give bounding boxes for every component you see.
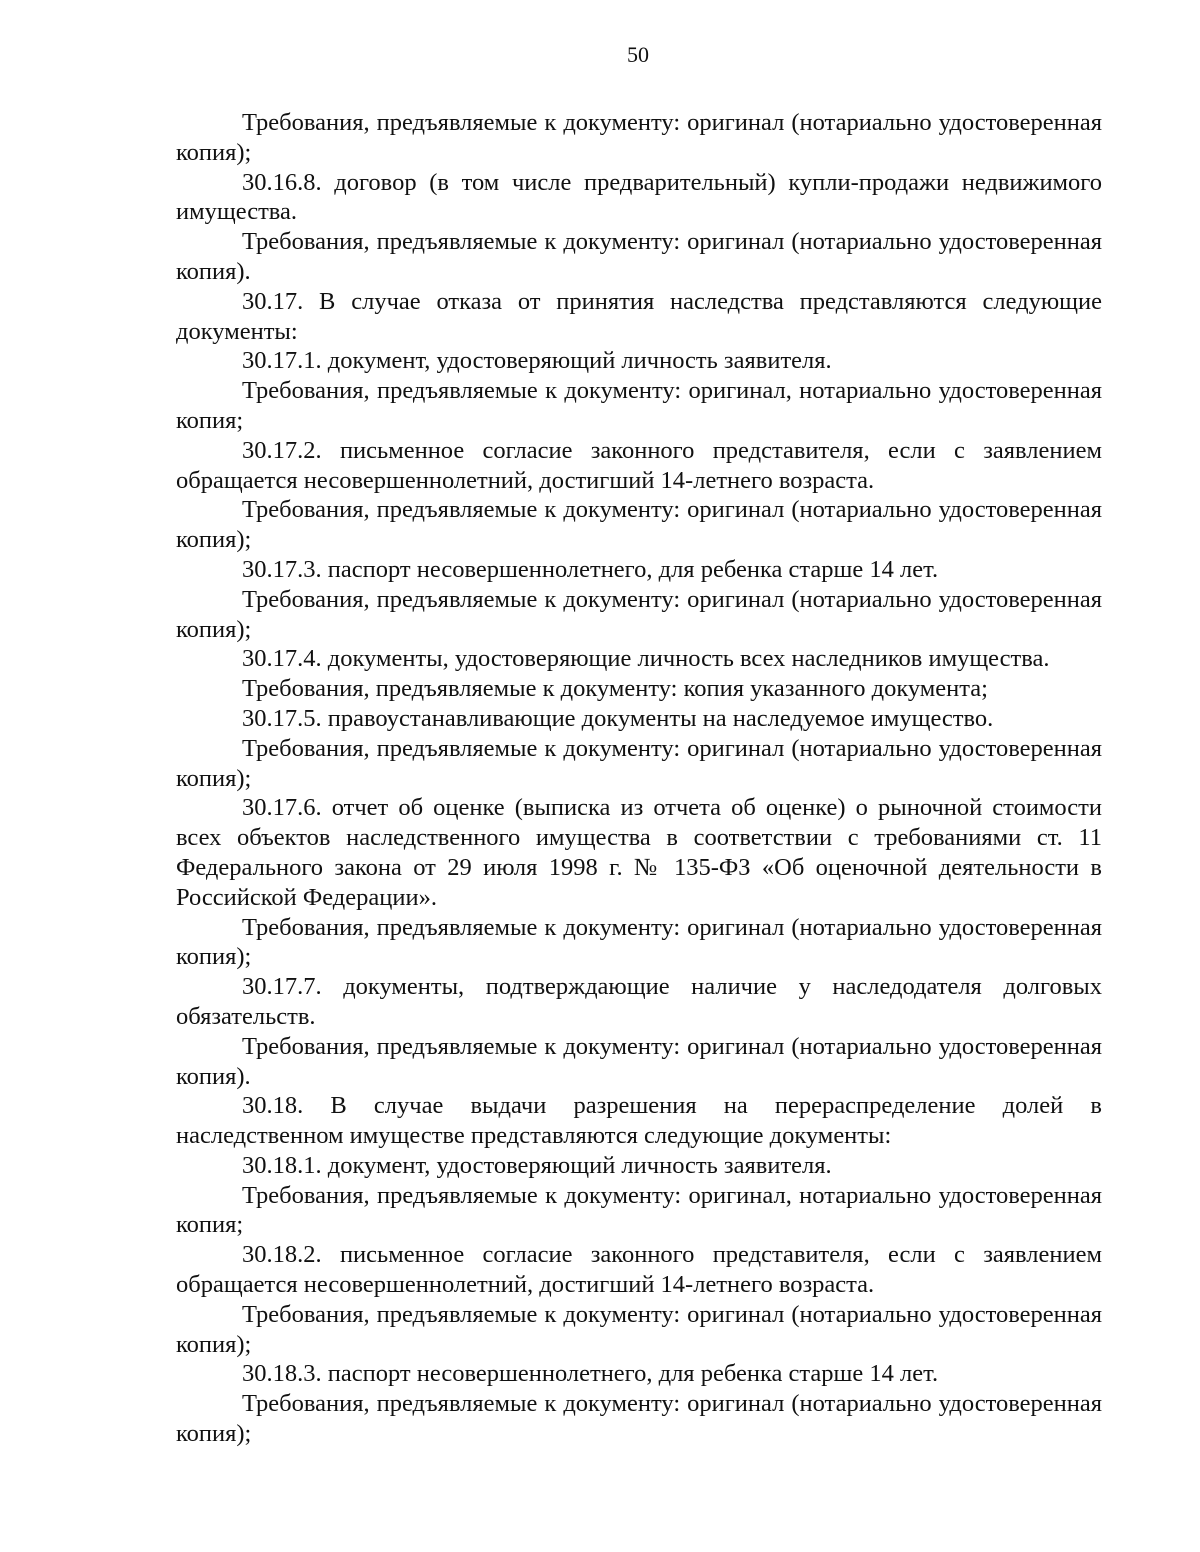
document-body	[176, 108, 1102, 1449]
paragraph: Требования, предъявляемые к документу: оригинал (нотариально удостоверенная копия);	[176, 585, 1102, 643]
paragraph: Требования, предъявляемые к документу: оригинал (нотариально удостоверенная копия);	[176, 734, 1102, 792]
paragraph: Требования, предъявляемые к документу: оригинал (нотариально удостоверенная копия).	[176, 1032, 1102, 1090]
paragraph: Требования, предъявляемые к документу: оригинал (нотариально удостоверенная копия);	[176, 913, 1102, 971]
paragraph: 30.17.1. документ, удостоверяющий личность заявителя.	[242, 347, 832, 375]
paragraph: 30.18.3. паспорт несовершеннолетнего, для ребенка старше 14 лет.	[242, 1360, 939, 1388]
paragraph: 30.18.1. документ, удостоверяющий личность заявителя.	[242, 1151, 832, 1179]
paragraph: Требования, предъявляемые к документу: оригинал (нотариально удостоверенная копия).	[176, 228, 1102, 285]
paragraph: 30.17.7. документы, подтверждающие наличие у наследодателя долговых обязательств.	[176, 973, 1102, 1030]
paragraph: Требования, предъявляемые к документу: оригинал (нотариально удостоверенная копия);	[176, 1300, 1102, 1358]
paragraph: Требования, предъявляемые к документу: оригинал (нотариально удостоверенная копия);	[176, 496, 1102, 554]
paragraph: Требования, предъявляемые к документу: оригинал, нотариально удостоверенная копия;	[176, 1181, 1102, 1239]
paragraph: 30.17.4. документы, удостоверяющие личность всех наследников имущества.	[242, 645, 1050, 673]
paragraph: 30.17.5. правоустанавливающие документы на наследуемое имущество.	[242, 704, 994, 732]
paragraph: 30.17.3. паспорт несовершеннолетнего, для ребенка старше 14 лет.	[242, 555, 939, 583]
paragraph: 30.17.6. отчет об оценке (выписка из отчета об оценке) о рыночной стоимости всех объектов наследственного имущества в соответствии с требованиями ст. 11 Федерального закона от 29 июля 1998 г. № 135-ФЗ «Об оценочной деятельности в Российской Федерации».	[176, 794, 1102, 911]
page-number: 50	[627, 42, 649, 67]
paragraph: 30.18.2. письменное согласие законного представителя, если с заявлением обращается несовершеннолетний, достигший 14-летнего возраста.	[176, 1241, 1102, 1299]
paragraph: Требования, предъявляемые к документу: оригинал (нотариально удостоверенная копия);	[176, 1390, 1102, 1448]
paragraph: Требования, предъявляемые к документу: копия указанного документа;	[242, 675, 988, 703]
paragraph: 30.17.2. письменное согласие законного представителя, если с заявлением обращается несовершеннолетний, достигший 14-летнего возраста.	[176, 436, 1102, 494]
paragraph: 30.18. В случае выдачи разрешения на перераспределение долей в наследственном имуществе представляются следующие документы:	[176, 1092, 1102, 1150]
paragraph: Требования, предъявляемые к документу: оригинал (нотариально удостоверенная копия);	[176, 109, 1102, 166]
paragraph: Требования, предъявляемые к документу: оригинал, нотариально удостоверенная копия;	[176, 377, 1102, 434]
paragraph: 30.16.8. договор (в том числе предварительный) купли-продажи недвижимого имущества.	[176, 168, 1102, 226]
paragraph: 30.17. В случае отказа от принятия наследства представляются следующие документы:	[176, 287, 1102, 345]
